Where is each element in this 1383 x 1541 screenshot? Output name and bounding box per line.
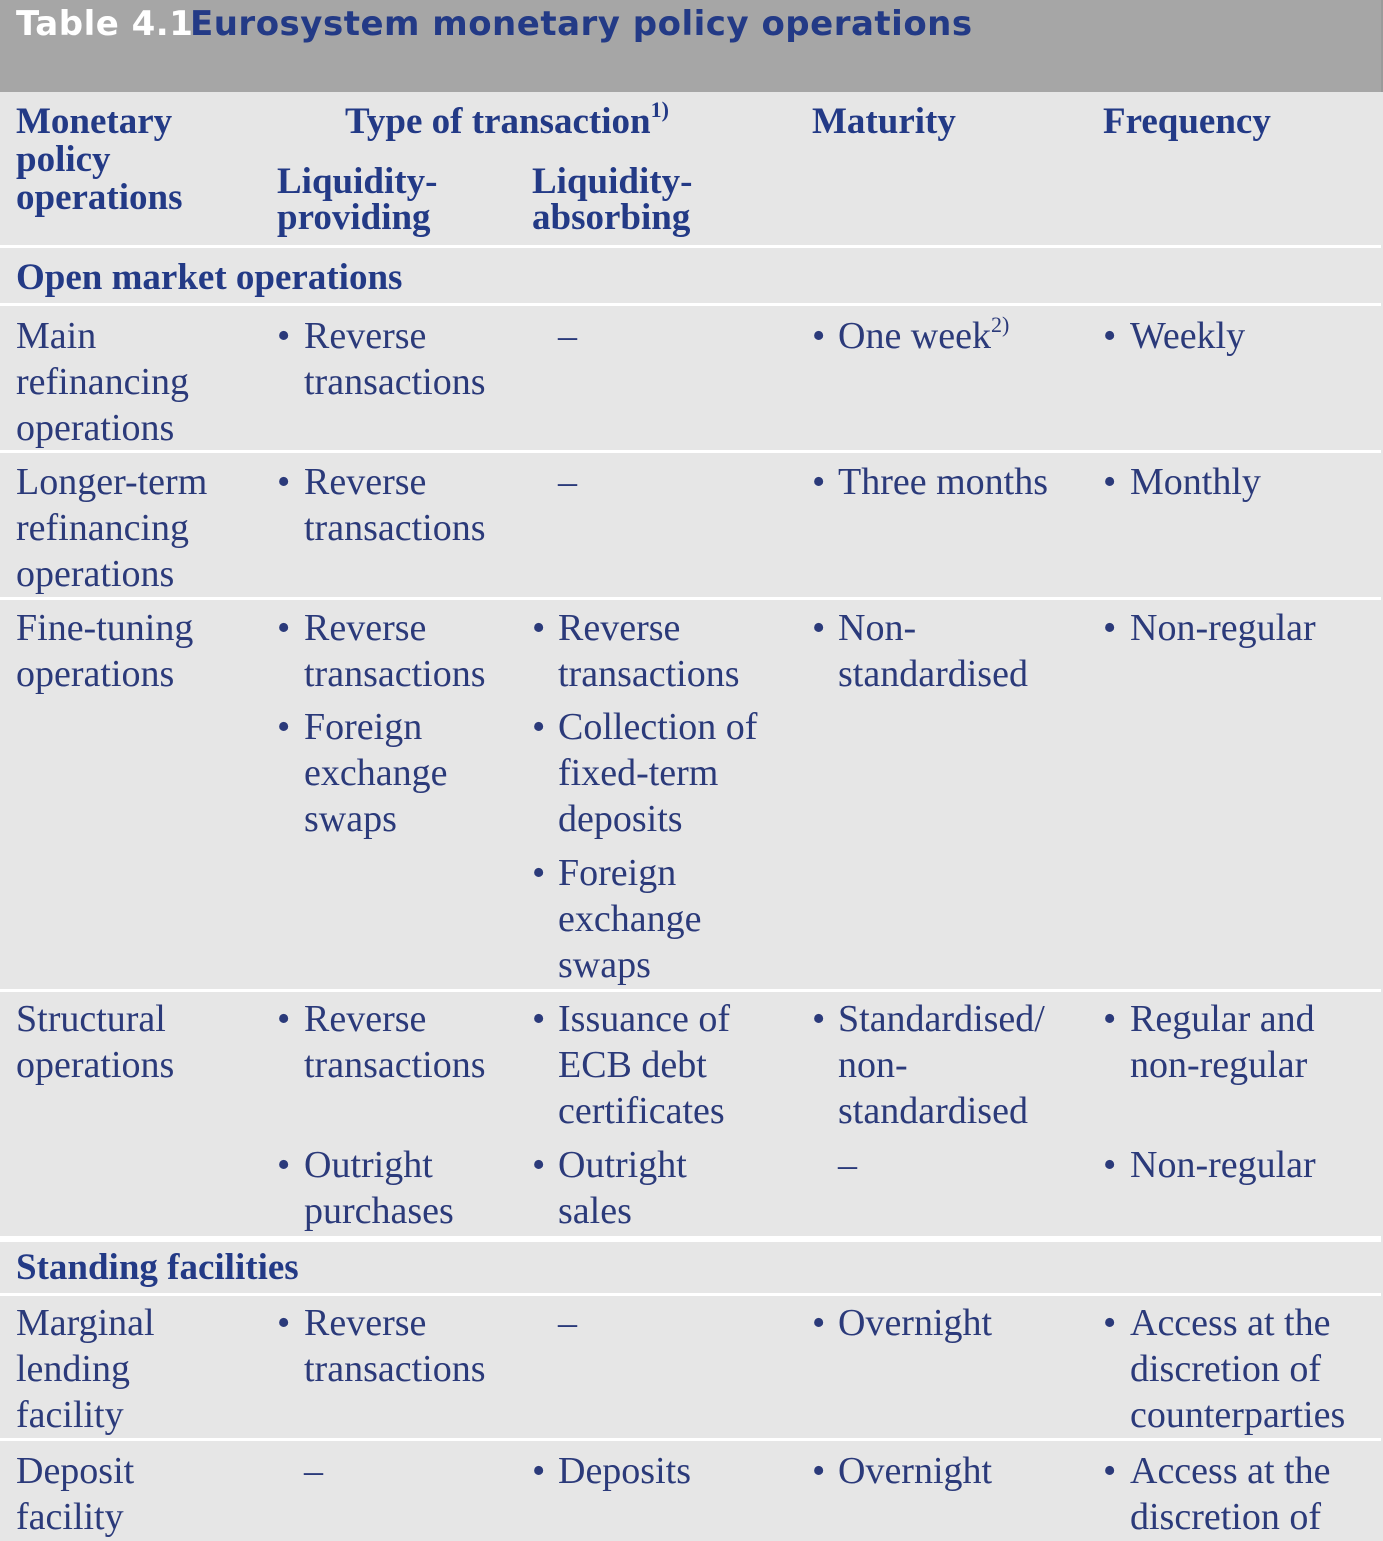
- header-maturity: Maturity: [812, 101, 956, 142]
- structural-maturity-outright: –: [838, 1144, 857, 1186]
- footnote-marker: 1): [650, 97, 669, 122]
- ftro-absorbing-fx-swaps: Foreign exchange swaps: [558, 852, 702, 986]
- mlf-frequency: Access at the discretion of counterparties: [1130, 1302, 1346, 1436]
- bullet: •: [277, 607, 291, 649]
- mlf-maturity: Overnight: [838, 1302, 993, 1344]
- bullet: •: [277, 461, 291, 503]
- mro-maturity: [838, 313, 1009, 359]
- bullet: •: [277, 706, 291, 748]
- bullet: •: [532, 998, 546, 1040]
- bullet: •: [1103, 1144, 1117, 1186]
- bullet: •: [532, 607, 546, 649]
- structural-providing-reverse: Reverse transactions: [304, 998, 486, 1086]
- ftro-providing-reverse: Reverse transactions: [304, 607, 486, 695]
- section-standing-facilities: Standing facilities: [16, 1247, 299, 1288]
- bullet: •: [1103, 461, 1117, 503]
- header-type-of-transaction: [345, 97, 669, 142]
- header-type-of-transaction-label: Type of transaction: [345, 101, 651, 142]
- bullet: •: [812, 461, 826, 503]
- row-divider: [0, 597, 1381, 600]
- structural-providing-outright: Outright purchases: [304, 1144, 454, 1232]
- ftro-absorbing-deposits: Collection of fixed-term deposits: [558, 706, 758, 840]
- ltro-frequency: Monthly: [1130, 461, 1261, 503]
- ftro-absorbing-reverse: Reverse transactions: [558, 607, 740, 695]
- ftro-providing-fx-swaps: Foreign exchange swaps: [304, 706, 448, 840]
- row-divider: [0, 1293, 1381, 1296]
- row-name-structural: Structural operations: [16, 998, 175, 1086]
- row-divider: [0, 450, 1381, 453]
- bullet: •: [812, 315, 826, 357]
- structural-absorbing-ecb-debt: Issuance of ECB debt certificates: [558, 998, 730, 1132]
- row-name-marginal-lending: Marginal lending facility: [16, 1302, 155, 1436]
- bullet: •: [1103, 1302, 1117, 1344]
- bullet: •: [532, 706, 546, 748]
- row-name-fine-tuning: Fine-tuning operations: [16, 607, 194, 695]
- row-divider: [0, 1438, 1381, 1441]
- ltro-providing: Reverse transactions: [304, 461, 486, 549]
- bullet: •: [532, 1144, 546, 1186]
- bullet: •: [1103, 315, 1117, 357]
- row-divider: [0, 303, 1381, 306]
- footnote-marker: 2): [990, 312, 1010, 337]
- table-title-bar: [0, 0, 1383, 92]
- table-title: Eurosystem monetary policy operations: [190, 4, 973, 44]
- ltro-absorbing: –: [558, 461, 577, 503]
- structural-absorbing-outright: Outright sales: [558, 1144, 687, 1232]
- bullet: •: [812, 607, 826, 649]
- bullet: •: [1103, 1450, 1117, 1492]
- header-liquidity-absorbing: Liquidity- absorbing: [532, 161, 693, 238]
- row-name-longer-term-refinancing: Longer-term refinancing operations: [16, 461, 208, 595]
- header-frequency: Frequency: [1103, 101, 1271, 142]
- row-divider: [0, 1236, 1381, 1242]
- bullet: •: [532, 852, 546, 894]
- row-name-deposit-facility: Deposit facility: [16, 1450, 135, 1538]
- mro-maturity-text: One week: [838, 315, 991, 357]
- ftro-frequency: Non-regular: [1130, 607, 1316, 649]
- table-number: Table 4.1: [16, 4, 194, 44]
- df-maturity: Overnight: [838, 1450, 993, 1492]
- mro-frequency: Weekly: [1130, 315, 1246, 357]
- header-liquidity-providing: Liquidity- providing: [277, 161, 438, 238]
- bullet: •: [277, 998, 291, 1040]
- structural-frequency: Regular and non-regular: [1130, 998, 1315, 1086]
- mlf-providing: Reverse transactions: [304, 1302, 486, 1390]
- df-frequency: Access at the discretion of: [1130, 1450, 1331, 1538]
- ftro-maturity: Non- standardised: [838, 607, 1028, 695]
- bullet: •: [812, 1450, 826, 1492]
- structural-frequency-outright: Non-regular: [1130, 1144, 1316, 1186]
- structural-maturity: Standardised/ non- standardised: [838, 998, 1045, 1132]
- bullet: •: [277, 1302, 291, 1344]
- header-monetary-policy-operations: Monetary policy operations: [16, 101, 183, 218]
- df-absorbing: Deposits: [558, 1450, 691, 1492]
- df-providing: –: [304, 1450, 323, 1492]
- bullet: •: [812, 1302, 826, 1344]
- mro-absorbing: –: [558, 315, 577, 357]
- bullet: •: [277, 315, 291, 357]
- mlf-absorbing: –: [558, 1302, 577, 1344]
- row-name-main-refinancing: Main refinancing operations: [16, 315, 190, 449]
- mro-providing: Reverse transactions: [304, 315, 486, 403]
- row-divider: [0, 989, 1381, 992]
- row-divider: [0, 245, 1381, 248]
- section-open-market-operations: Open market operations: [16, 257, 403, 298]
- ltro-maturity: Three months: [838, 461, 1049, 503]
- bullet: •: [532, 1450, 546, 1492]
- bullet: •: [1103, 607, 1117, 649]
- bullet: •: [812, 998, 826, 1040]
- bullet: •: [1103, 998, 1117, 1040]
- bullet: •: [277, 1144, 291, 1186]
